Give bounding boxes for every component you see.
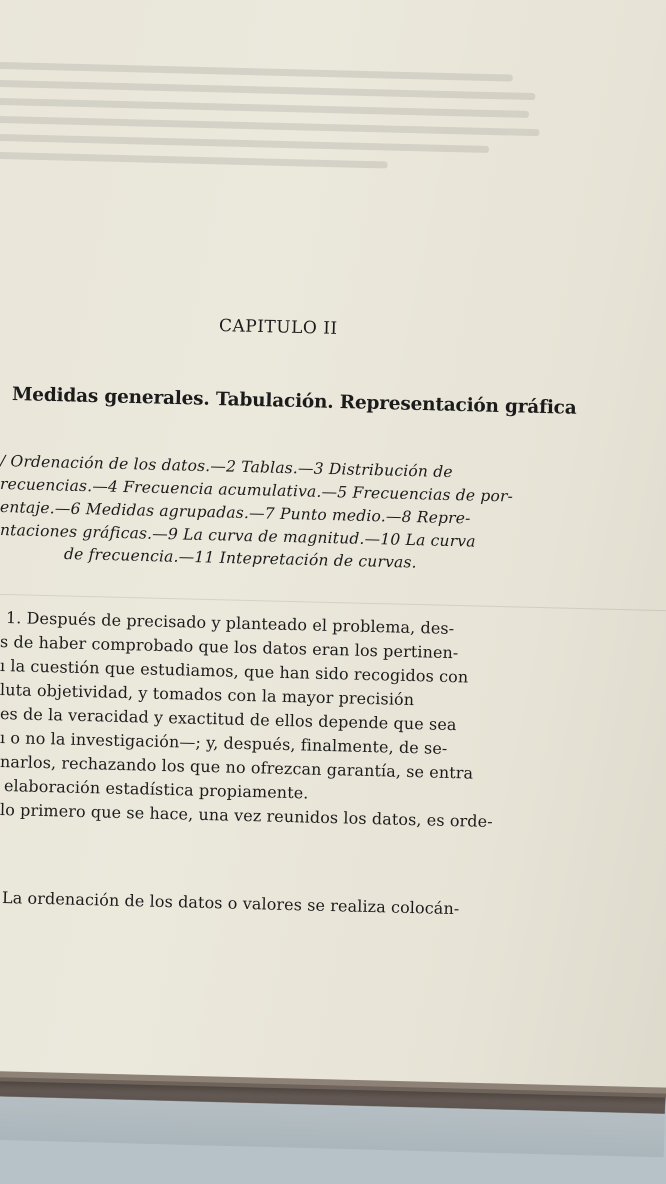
paragraph-line: La ordenación de los datos o valores se realiza colocán- [1,888,460,919]
summary-line: ntaciones gráficas.—9 La curva de magnitud.—10 La curva [0,521,476,551]
summary-line: entaje.—6 Medidas agrupadas.—7 Punto medio.—8 Repre- [0,498,471,528]
paragraph-line: ı o no la investigación—; y, después, finalmente, de se- [0,728,448,758]
summary-line: / Ordenación de los datos.—2 Tablas.—3 Distribución de [0,452,453,482]
paragraph-line: es de la veracidad y exactitud de ellos depende que sea [0,704,457,735]
paragraph-line: 1. Después de precisado y planteado el problema, des- [5,608,455,638]
paragraph-line: luta objetividad, y tomados con la mayor precisión [0,680,415,710]
paragraph-line: ı la cuestión que estudiamos, que han sido recogidos con [0,656,469,687]
summary-line: de frecuencia.—11 Intepretación de curvas. [63,545,417,572]
summary-line: recuencias.—4 Frecuencia acumulativa.—5 Frecuencias de por- [0,475,514,506]
divider [0,594,666,611]
paragraph-line: lo primero que se hace, una vez reunidos los datos, es orde- [0,800,493,832]
chapter-title: Medidas generales. Tabulación. Representación gráfica [11,384,577,419]
paragraph-line: narlos, rechazando los que no ofrezcan garantía, se entra [0,752,474,783]
chapter-heading: CAPITULO II [218,316,338,339]
paragraph-line: s de haber comprobado que los datos eran los pertinen- [0,632,459,663]
paragraph-line: elaboración estadística propiamente. [3,776,309,803]
